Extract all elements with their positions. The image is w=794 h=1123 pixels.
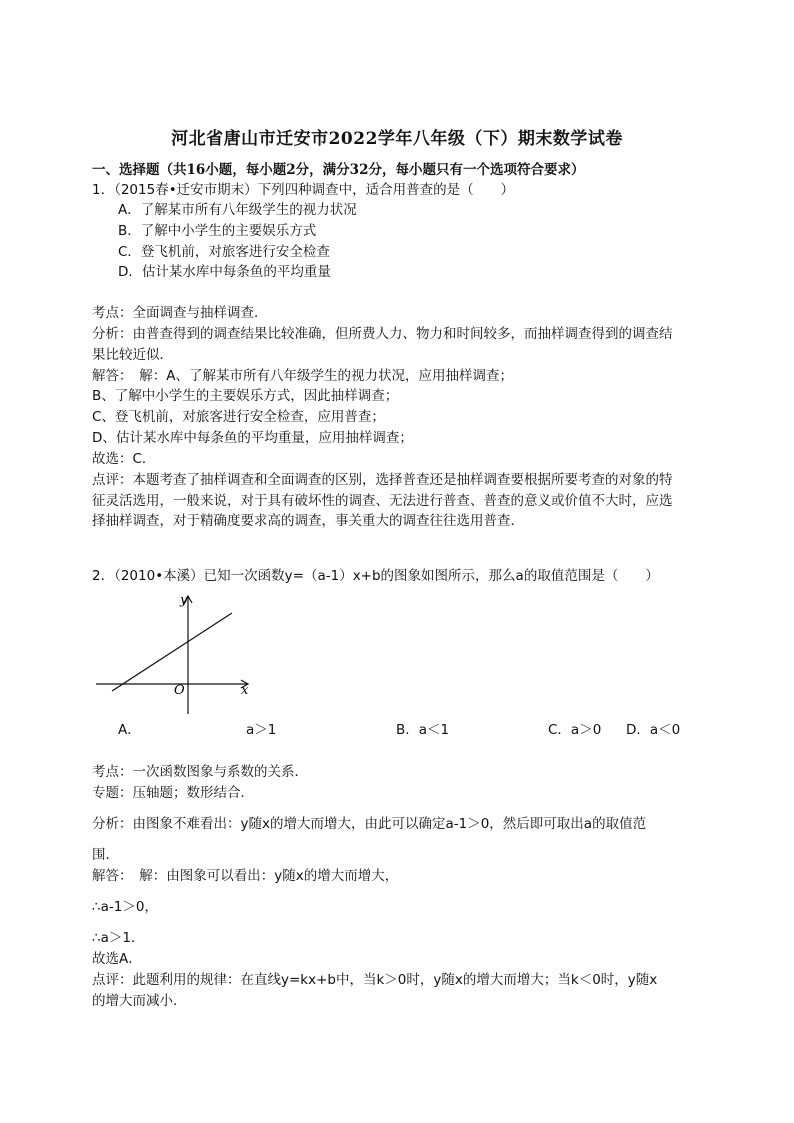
question-2-stem: 2．（2010•本溪）已知一次函数y=（a-1）x+b的图象如图所示，那么a的取值范围是（ ）: [92, 568, 659, 584]
section-heading: 一、选择题（共16小题，每小题2分，满分32分，每小题只有一个选项符合要求）: [92, 162, 585, 178]
linear-function-graph: [92, 588, 262, 718]
q2-dianping-line-2: 的增大而减小．: [92, 993, 187, 1009]
q2-zhuanti: 专题：压轴题；数形结合．: [92, 785, 254, 801]
q1-option-c: C．登飞机前，对旅客进行安全检查: [118, 244, 330, 260]
x-axis-label: x: [241, 683, 249, 698]
q2-answer: 故选A．: [92, 951, 142, 967]
q1-option-b: B．了解中小学生的主要娱乐方式: [118, 223, 317, 239]
q1-jieda-line-1: 解答： 解：A、了解某市所有八年级学生的视力状况，应用抽样调查；: [92, 368, 513, 384]
q2-jieda-line-1: 解答： 解：由图象可以看出：y随x的增大而增大，: [92, 868, 399, 884]
q2-option-b: B．a＜1: [396, 722, 450, 738]
q1-jieda-line-4: D、估计某水库中每条鱼的平均重量，应用抽样调查；: [92, 430, 413, 446]
q2-option-a-text: a＞1: [246, 722, 277, 738]
q1-answer: 故选：C．: [92, 451, 156, 467]
question-1-stem: 1．（2015春•迁安市期末）下列四种调查中，适合用普查的是（ ）: [92, 182, 515, 198]
origin-label: O: [174, 683, 185, 698]
q1-dianping-line-3: 择抽样调查，对于精确度要求高的调查，事关重大的调查往往选用普查．: [92, 513, 524, 529]
q1-dianping-line-2: 征灵活选用，一般来说，对于具有破坏性的调查、无法进行普查、普查的意义或价值不大时，应选: [92, 493, 673, 509]
q2-dianping-line-1: 点评：此题利用的规律：在直线y=kx+b中，当k＞0时，y随x的增大而增大；当k＜0时，y随x: [92, 972, 658, 988]
q2-fenxi-line-2: 围．: [92, 847, 119, 863]
q1-kaodian: 考点：全面调查与抽样调查．: [92, 305, 268, 321]
q1-dianping-line-1: 点评：本题考查了抽样调查和全面调查的区别，选择普查还是抽样调查要根据所要考查的对象的特: [92, 472, 673, 488]
q1-fenxi-line-2: 果比较近似．: [92, 347, 173, 363]
q1-option-d: D．估计某水库中每条鱼的平均重量: [118, 264, 331, 280]
q1-option-a: A．了解某市所有八年级学生的视力状况: [118, 202, 357, 218]
q2-step-2: ∴a＞1．: [92, 930, 145, 946]
q2-step-1: ∴a-1＞0，: [92, 899, 158, 915]
y-axis-label: y: [180, 593, 188, 608]
q2-kaodian: 考点：一次函数图象与系数的关系．: [92, 764, 308, 780]
q1-jieda-line-3: C、登飞机前，对旅客进行安全检查，应用普查；: [92, 409, 385, 425]
function-line: [112, 613, 232, 691]
q2-option-d: D．a＜0: [626, 722, 681, 738]
q2-fenxi-line-1: 分析：由图象不难看出：y随x的增大而增大，由此可以确定a-1＞0，然后即可取出a的取值范: [92, 816, 647, 832]
q1-fenxi-line-1: 分析：由普查得到的调查结果比较准确，但所费人力、物力和时间较多，而抽样调查得到的调查结: [92, 326, 673, 342]
q2-option-c: C．a＞0: [548, 722, 602, 738]
page-title: 河北省唐山市迁安市2022学年八年级（下）期末数学试卷: [171, 129, 623, 149]
q1-jieda-line-2: B、了解中小学生的主要娱乐方式，因此抽样调查；: [92, 388, 399, 404]
q2-option-a-letter: A．: [118, 722, 141, 738]
